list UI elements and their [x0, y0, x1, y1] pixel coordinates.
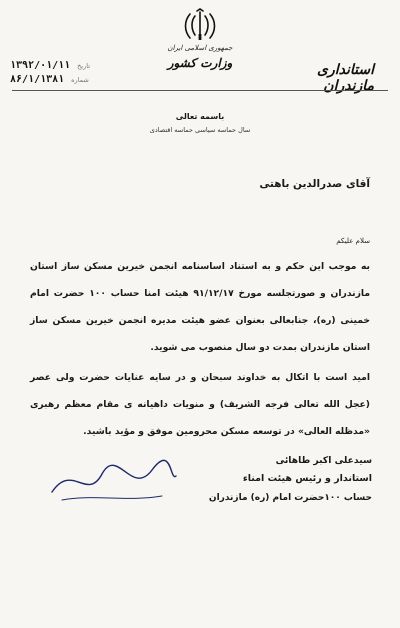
date-label: تاریخ	[77, 62, 91, 70]
governorate-name: استانداری مازندران	[317, 62, 374, 94]
signatory-name: سیدعلی اکبر طاهائی	[275, 455, 372, 466]
year-slogan: سال حماسه سیاسی حماسه اقتصادی	[149, 126, 251, 134]
iran-emblem-icon	[182, 8, 218, 42]
body-paragraph-2: امید است با اتکال به خداوند سبحان و در سایه عنایات حضرت ولی عصر (عجل الله تعالی فرجه الشریف) و منویات داهیانه ی مقام معظم رهبری «مدظله العالی» در توسعه مسکن محرومین موفق و مؤید باشید.	[30, 372, 370, 437]
bismillah: باسمه تعالی	[175, 112, 225, 121]
number-value: ۸۶/۱/۱۳۸۱	[10, 74, 65, 85]
signatory-title: استاندار و رئیس هیئت امناء	[242, 473, 372, 484]
greeting: سلام علیکم	[336, 237, 370, 245]
letter-date	[10, 60, 120, 71]
header-divider	[12, 90, 388, 91]
ministry-name: وزارت کشور	[167, 56, 233, 70]
signatory-org: حساب ۱۰۰حضرت امام (ره) مازندران	[208, 493, 372, 503]
letter-number	[10, 74, 120, 85]
recipient: آقای صدرالدین باهتی	[259, 178, 370, 190]
date-value: ۱۳۹۲/۰۱/۱۱	[10, 60, 71, 71]
number-label: شماره	[71, 76, 89, 84]
ministry-line1: جمهوری اسلامی ایران	[167, 44, 233, 52]
body-paragraph-1: به موجب این حکم و به استناد اساسنامه انجمن خیرین مسکن ساز استان مازندران و صورتجلسه مورخ ۹۱/۱۲/۱۷ هیئت امنا حساب ۱۰۰ حضرت امام خمینی (ره)، جنابعالی بعنوان عضو هیئت مدیره انجمن خیرین مسکن ساز استان مازندران بمدت دو سال منصوب می شوید.	[30, 261, 371, 353]
